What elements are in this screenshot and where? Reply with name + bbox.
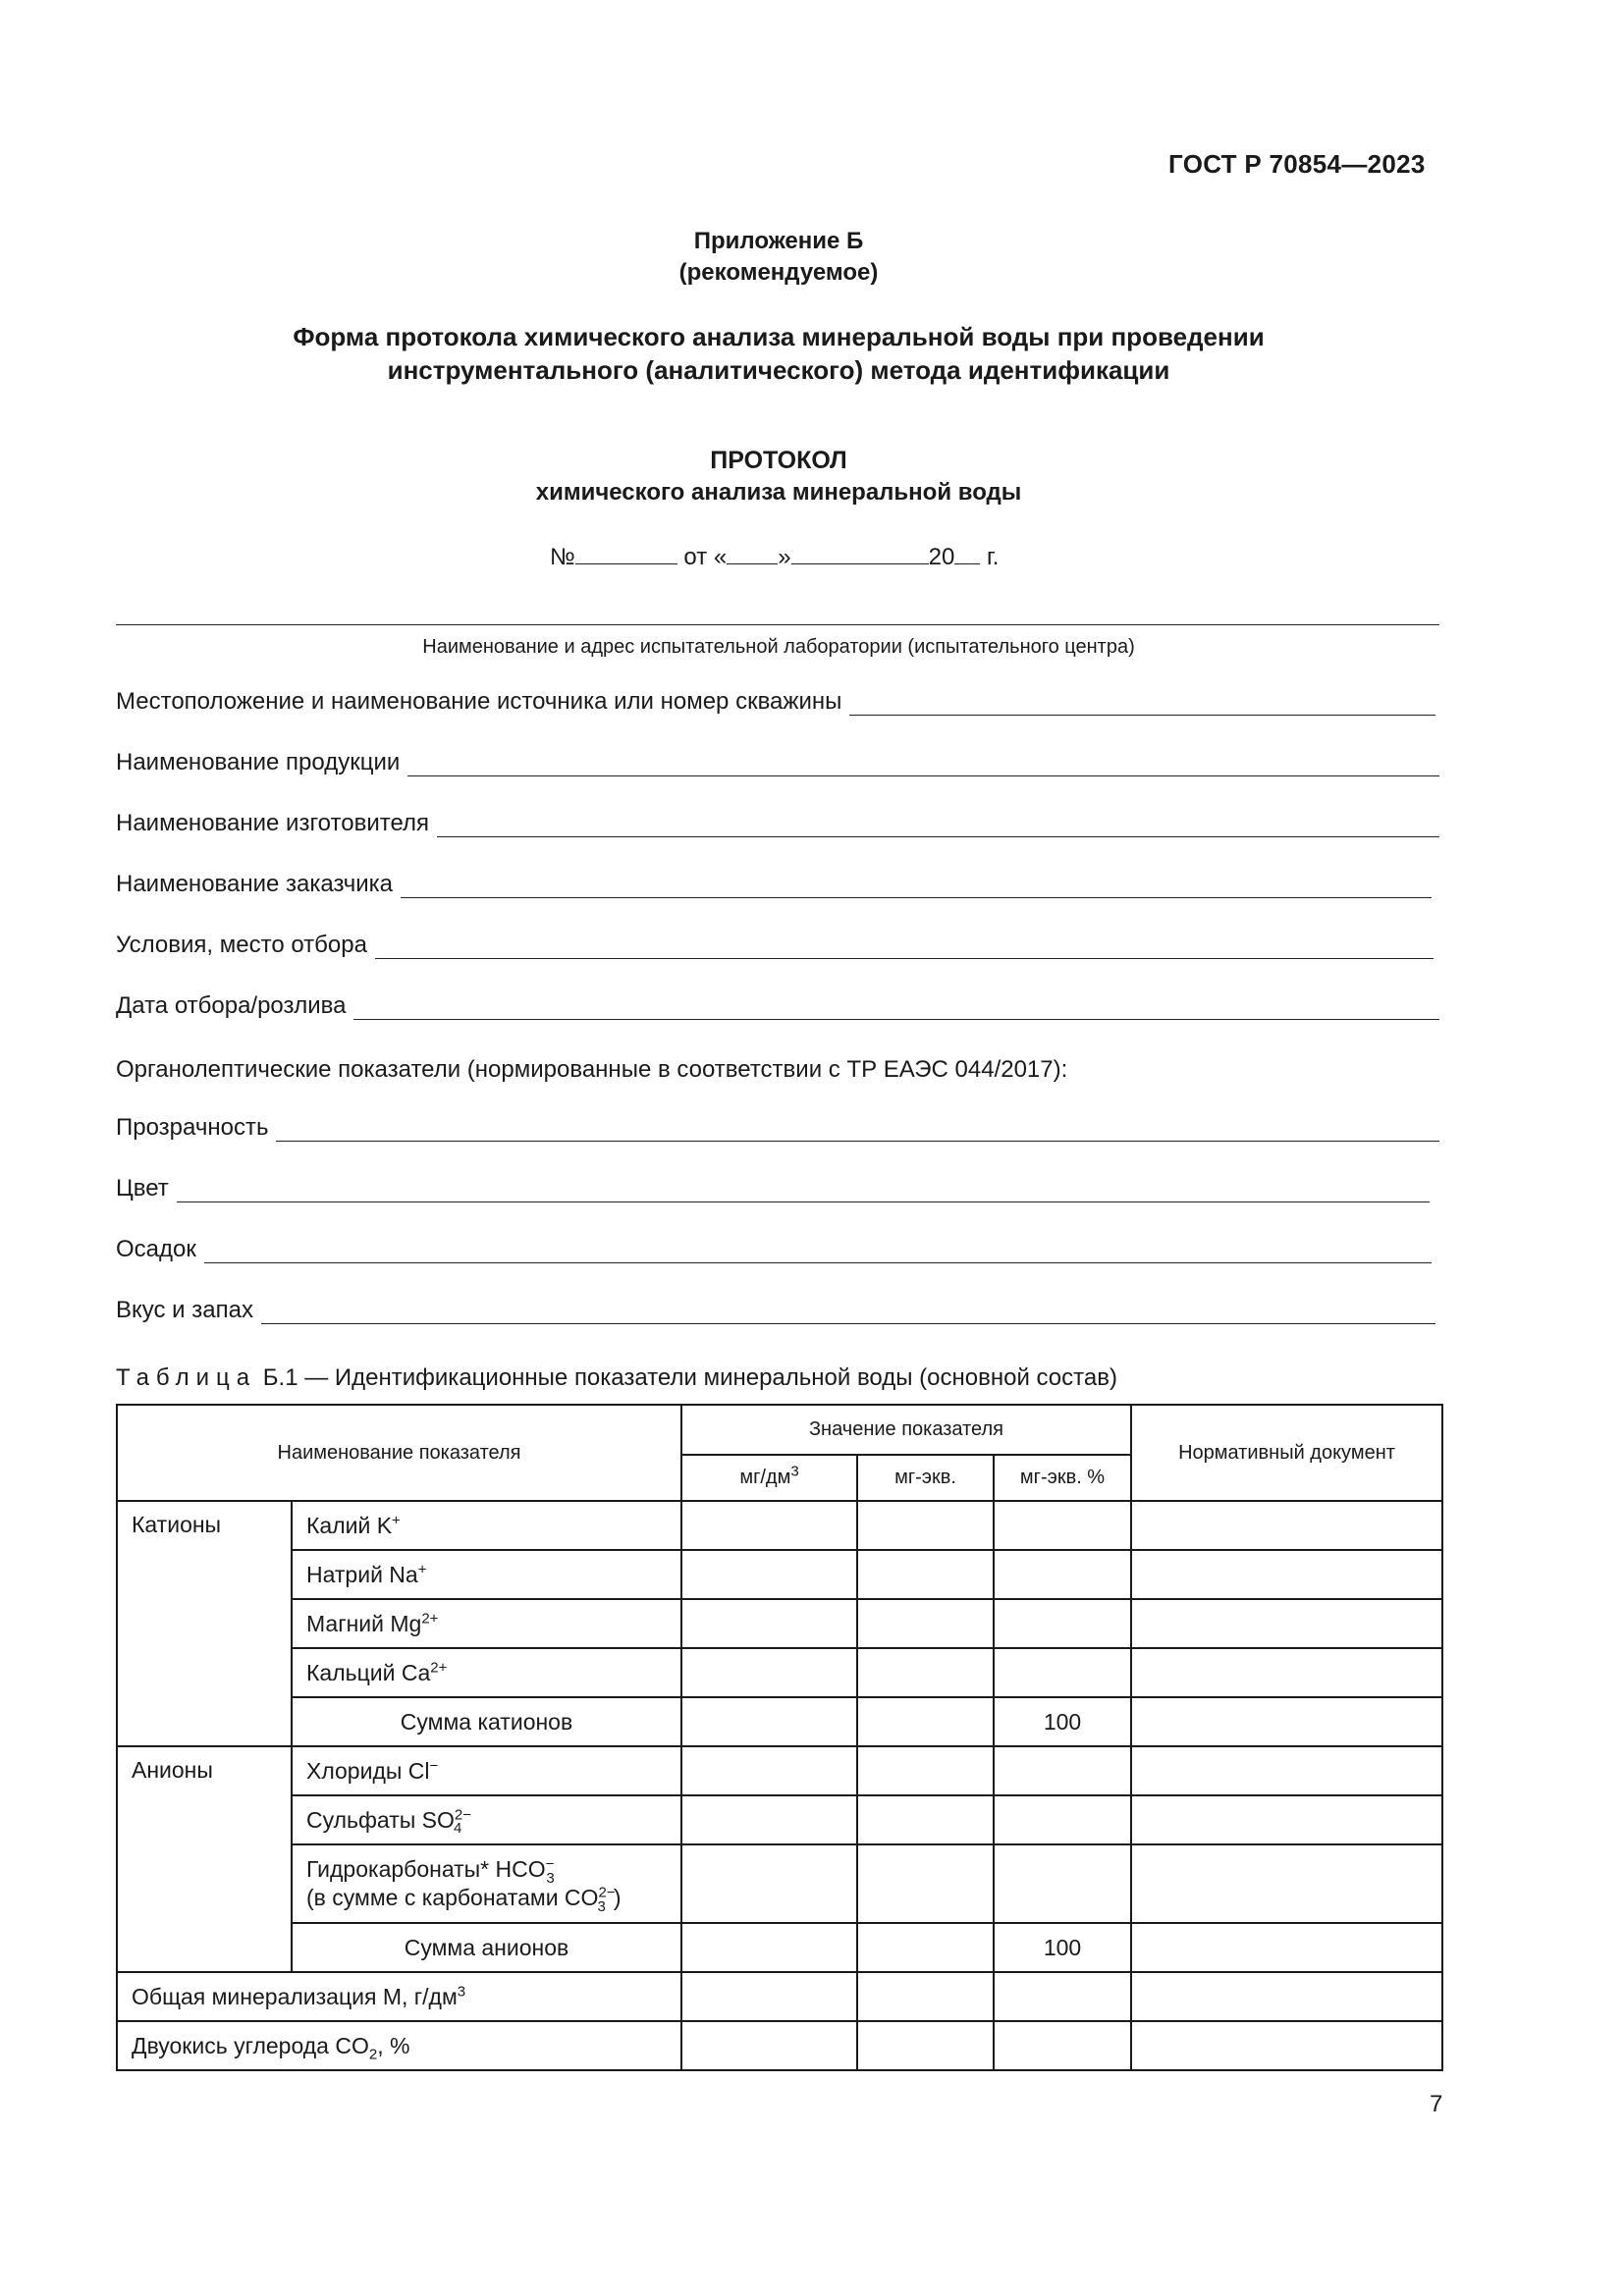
table-row bbox=[117, 1972, 1442, 2021]
calcium-label bbox=[292, 1648, 681, 1697]
location-blank[interactable] bbox=[849, 693, 1435, 716]
value-cell[interactable] bbox=[994, 2021, 1131, 2070]
lab-name-caption: Наименование и адрес испытательной лаборатории (испытательного центра) bbox=[422, 636, 1135, 658]
year-suffix: г. bbox=[986, 544, 1000, 570]
transparency-label: Прозрачность bbox=[116, 1114, 269, 1141]
appendix-title: Приложение Б bbox=[693, 228, 864, 254]
taste-field bbox=[116, 1293, 1439, 1324]
value-cell[interactable] bbox=[857, 2021, 994, 2070]
header-mg-eq: мг-экв. bbox=[857, 1455, 994, 1501]
table-caption-text: Б.1 — Идентификационные показатели минеральной воды (основной состав) bbox=[262, 1364, 1117, 1391]
calcium-sup: 2+ bbox=[430, 1658, 448, 1676]
manufacturer-field bbox=[116, 806, 1439, 837]
sulfates-sub: 4 bbox=[454, 1820, 462, 1838]
sulfates-charge bbox=[454, 1805, 472, 1838]
carbonates-suffix: ) bbox=[613, 1885, 622, 1910]
taste-label: Вкус и запах bbox=[116, 1297, 253, 1323]
location-label: Местоположение и наименование источника или номер скважины bbox=[116, 688, 842, 715]
co2-suffix: , % bbox=[377, 2032, 410, 2058]
manufacturer-blank[interactable] bbox=[437, 815, 1439, 837]
value-cell[interactable] bbox=[681, 1746, 857, 1795]
co2-sub: 2 bbox=[368, 2046, 378, 2063]
sodium-label bbox=[292, 1550, 681, 1599]
table-row bbox=[117, 1550, 1442, 1599]
value-cell[interactable] bbox=[994, 1501, 1131, 1550]
header-mg-eq-pct: мг-экв. % bbox=[994, 1455, 1131, 1501]
appendix-subtitle: (рекомендуемое) bbox=[678, 259, 879, 286]
date-from-label: от « bbox=[683, 544, 728, 570]
sodium-text: Натрий Na bbox=[306, 1561, 418, 1587]
bicarbonates-text: Гидрокарбонаты* HCO bbox=[306, 1856, 546, 1882]
table-row bbox=[117, 1746, 1442, 1795]
bicarbonates-label bbox=[292, 1844, 681, 1923]
mineralization-text: Общая минерализация М, г/дм bbox=[132, 1983, 458, 2009]
form-title-line-2: инструментального (аналитического) метода идентификации bbox=[387, 355, 1170, 385]
value-cell[interactable] bbox=[681, 2021, 857, 2070]
value-cell[interactable] bbox=[994, 1844, 1131, 1923]
product-label: Наименование продукции bbox=[116, 749, 401, 775]
value-cell[interactable] bbox=[857, 1599, 994, 1648]
anions-group-label: Анионы bbox=[117, 1746, 292, 1972]
sediment-blank[interactable] bbox=[204, 1241, 1432, 1263]
potassium-label bbox=[292, 1501, 681, 1550]
value-cell[interactable] bbox=[1131, 1972, 1442, 2021]
table-caption-word: Таблица bbox=[116, 1364, 257, 1391]
number-sign: № bbox=[550, 544, 575, 570]
cations-sum-pct: 100 bbox=[994, 1697, 1131, 1746]
value-cell[interactable] bbox=[1131, 1795, 1442, 1844]
value-cell[interactable] bbox=[857, 1697, 994, 1746]
organoleptic-heading: Органолептические показатели (нормированные в соответствии с ТР ЕАЭС 044/2017): bbox=[116, 1056, 1068, 1083]
sulfates-label bbox=[292, 1795, 681, 1844]
potassium-text: Калий K bbox=[306, 1512, 393, 1538]
protocol-number-line bbox=[550, 540, 999, 571]
sediment-label: Осадок bbox=[116, 1236, 196, 1262]
value-cell[interactable] bbox=[994, 1648, 1131, 1697]
header-indicator: Наименование показателя bbox=[117, 1405, 681, 1501]
value-cell[interactable] bbox=[1131, 2021, 1442, 2070]
value-cell[interactable] bbox=[857, 1923, 994, 1972]
standard-number: ГОСТ Р 70854—2023 bbox=[1168, 149, 1426, 179]
bicarbonates-sup: − bbox=[545, 1855, 555, 1873]
mineralization-sup: 3 bbox=[457, 1982, 466, 2000]
sampling-label: Условия, место отбора bbox=[116, 932, 367, 958]
value-cell[interactable] bbox=[857, 1501, 994, 1550]
chlorides-sup: − bbox=[429, 1756, 439, 1774]
value-cell[interactable] bbox=[681, 1501, 857, 1550]
sulfates-text: Сульфаты SO bbox=[306, 1806, 455, 1833]
carbonates-sup: 2− bbox=[598, 1884, 616, 1901]
carbonates-charge bbox=[597, 1884, 616, 1915]
header-mg-dm-text: мг/дм bbox=[739, 1467, 791, 1488]
color-field bbox=[116, 1171, 1439, 1202]
color-blank[interactable] bbox=[177, 1180, 1430, 1202]
value-cell[interactable] bbox=[994, 1746, 1131, 1795]
customer-field bbox=[116, 867, 1439, 898]
value-cell[interactable] bbox=[1131, 1746, 1442, 1795]
table-row bbox=[117, 1923, 1442, 1972]
magnesium-label bbox=[292, 1599, 681, 1648]
month-blank[interactable] bbox=[791, 540, 929, 564]
value-cell[interactable] bbox=[857, 1746, 994, 1795]
sulfates-sup: 2− bbox=[454, 1805, 472, 1823]
date-field bbox=[116, 988, 1439, 1020]
value-cell[interactable] bbox=[681, 1795, 857, 1844]
anions-sum-pct: 100 bbox=[994, 1923, 1131, 1972]
co2-label bbox=[117, 2021, 681, 2070]
table-row bbox=[117, 1697, 1442, 1746]
header-mg-dm-sup: 3 bbox=[790, 1463, 799, 1480]
value-cell[interactable] bbox=[681, 1972, 857, 2021]
day-blank[interactable] bbox=[727, 540, 778, 564]
sampling-field bbox=[116, 928, 1439, 959]
cations-sum-label: Сумма катионов bbox=[292, 1697, 681, 1746]
table-row bbox=[117, 1501, 1442, 1550]
chlorides-label bbox=[292, 1746, 681, 1795]
value-cell[interactable] bbox=[857, 1550, 994, 1599]
value-cell[interactable] bbox=[857, 1844, 994, 1923]
protocol-title: ПРОТОКОЛ bbox=[710, 447, 847, 474]
potassium-sup: + bbox=[392, 1511, 401, 1528]
table-row bbox=[117, 1599, 1442, 1648]
magnesium-text: Магний Mg bbox=[306, 1610, 422, 1636]
page-number: 7 bbox=[1430, 2091, 1443, 2117]
sediment-field bbox=[116, 1232, 1439, 1263]
value-cell[interactable] bbox=[857, 1795, 994, 1844]
sodium-sup: + bbox=[417, 1560, 427, 1577]
color-label: Цвет bbox=[116, 1175, 169, 1201]
table-row bbox=[117, 2021, 1442, 2070]
form-title-line-1: Форма протокола химического анализа минеральной воды при проведении bbox=[293, 322, 1265, 351]
indicators-table bbox=[116, 1404, 1443, 2071]
lab-name-line[interactable] bbox=[116, 624, 1439, 625]
anions-sum-label: Сумма анионов bbox=[292, 1923, 681, 1972]
product-field bbox=[116, 745, 1439, 776]
year-blank[interactable] bbox=[954, 540, 980, 564]
chlorides-text: Хлориды Cl bbox=[306, 1757, 430, 1784]
header-norm-doc: Нормативный документ bbox=[1131, 1405, 1442, 1501]
carbonates-text: (в сумме с карбонатами CO bbox=[306, 1885, 599, 1910]
value-cell[interactable] bbox=[681, 1844, 857, 1923]
value-cell[interactable] bbox=[1131, 1550, 1442, 1599]
magnesium-sup: 2+ bbox=[421, 1609, 439, 1627]
year-prefix: 20 bbox=[928, 544, 955, 570]
value-cell[interactable] bbox=[857, 1648, 994, 1697]
value-cell[interactable] bbox=[1131, 1648, 1442, 1697]
location-field bbox=[116, 684, 1439, 716]
table-row bbox=[117, 1844, 1442, 1923]
table-caption bbox=[116, 1364, 1117, 1392]
calcium-text: Кальций Ca bbox=[306, 1659, 431, 1685]
date-blank[interactable] bbox=[353, 997, 1439, 1020]
value-cell[interactable] bbox=[681, 1550, 857, 1599]
manufacturer-label: Наименование изготовителя bbox=[116, 810, 429, 836]
date-label: Дата отбора/розлива bbox=[116, 992, 347, 1019]
value-cell[interactable] bbox=[681, 1599, 857, 1648]
value-cell[interactable] bbox=[681, 1697, 857, 1746]
header-value: Значение показателя bbox=[681, 1405, 1131, 1455]
sampling-blank[interactable] bbox=[375, 936, 1434, 959]
value-cell[interactable] bbox=[681, 1923, 857, 1972]
number-blank[interactable] bbox=[575, 540, 677, 564]
co2-text: Двуокись углерода CO bbox=[132, 2032, 369, 2058]
transparency-blank[interactable] bbox=[276, 1119, 1439, 1142]
product-blank[interactable] bbox=[407, 754, 1439, 776]
value-cell[interactable] bbox=[1131, 1844, 1442, 1923]
protocol-subtitle: химического анализа минеральной воды bbox=[535, 479, 1022, 506]
mineralization-label bbox=[117, 1972, 681, 2021]
header-mg-dm bbox=[681, 1455, 857, 1501]
value-cell[interactable] bbox=[1131, 1599, 1442, 1648]
value-cell[interactable] bbox=[857, 1972, 994, 2021]
transparency-field bbox=[116, 1110, 1439, 1142]
customer-blank[interactable] bbox=[401, 876, 1432, 898]
value-cell[interactable] bbox=[994, 1795, 1131, 1844]
bicarbonates-charge bbox=[545, 1855, 555, 1887]
table-row bbox=[117, 1648, 1442, 1697]
value-cell[interactable] bbox=[1131, 1501, 1442, 1550]
cations-group-label: Катионы bbox=[117, 1501, 292, 1746]
value-cell[interactable] bbox=[994, 1972, 1131, 2021]
value-cell[interactable] bbox=[681, 1648, 857, 1697]
value-cell[interactable] bbox=[1131, 1923, 1442, 1972]
customer-label: Наименование заказчика bbox=[116, 871, 393, 897]
carbonates-sub: 3 bbox=[597, 1897, 606, 1915]
taste-blank[interactable] bbox=[261, 1302, 1435, 1324]
table-row bbox=[117, 1795, 1442, 1844]
value-cell[interactable] bbox=[994, 1550, 1131, 1599]
date-close-quote: » bbox=[778, 544, 791, 570]
value-cell[interactable] bbox=[994, 1599, 1131, 1648]
bicarbonates-sub: 3 bbox=[546, 1869, 555, 1887]
value-cell[interactable] bbox=[1131, 1697, 1442, 1746]
